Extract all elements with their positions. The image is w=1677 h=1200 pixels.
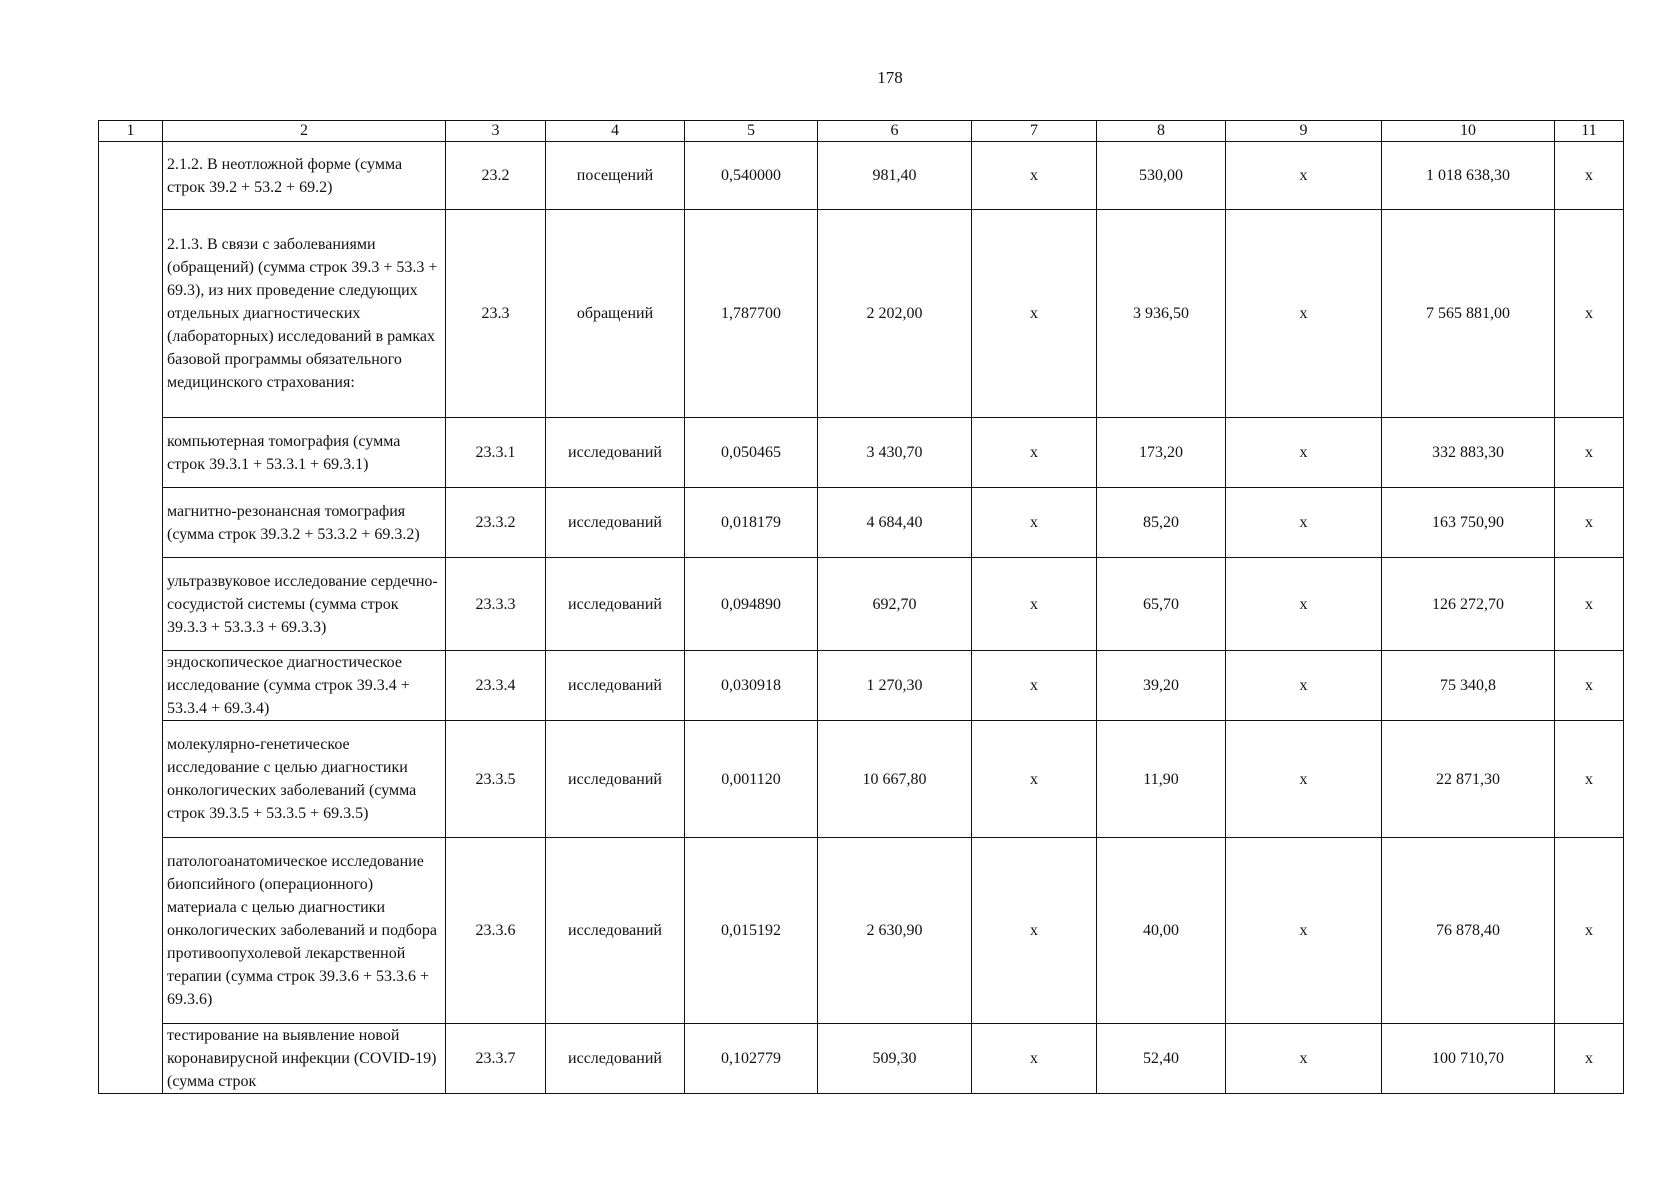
column-header: 8 [1097, 121, 1226, 142]
value-cell: 7 565 881,00 [1382, 210, 1555, 418]
mark-cell: х [1555, 838, 1624, 1024]
value-cell: 76 878,40 [1382, 838, 1555, 1024]
value-cell: 40,00 [1097, 838, 1226, 1024]
mark-cell: х [1555, 651, 1624, 721]
value-cell: 75 340,8 [1382, 651, 1555, 721]
row-code: 23.3.6 [446, 838, 546, 1024]
table-row [99, 1024, 1624, 1094]
mark-cell: х [1555, 1024, 1624, 1094]
table-row [99, 721, 1624, 838]
mark-cell: х [972, 558, 1097, 651]
column-header: 4 [546, 121, 685, 142]
value-cell: 2 202,00 [818, 210, 972, 418]
mark-cell: х [1226, 558, 1382, 651]
indicator-name: компьютерная томография (сумма строк 39.3.1 + 53.3.1 + 69.3.1) [163, 418, 446, 488]
column-header: 11 [1555, 121, 1624, 142]
value-cell: 692,70 [818, 558, 972, 651]
unit-cell: исследований [546, 418, 685, 488]
row-code: 23.3.4 [446, 651, 546, 721]
column-header: 1 [99, 121, 163, 142]
value-cell: 981,40 [818, 142, 972, 210]
value-cell: 509,30 [818, 1024, 972, 1094]
mark-cell: х [1226, 488, 1382, 558]
value-cell: 126 272,70 [1382, 558, 1555, 651]
mark-cell: х [972, 838, 1097, 1024]
value-cell: 52,40 [1097, 1024, 1226, 1094]
indicator-name: тестирование на выявление новой коронавирусной инфекции (COVID-19) (сумма строк [163, 1024, 446, 1094]
unit-cell: посещений [546, 142, 685, 210]
unit-cell: исследований [546, 721, 685, 838]
column-number-row [99, 121, 1624, 142]
row-code: 23.3.7 [446, 1024, 546, 1094]
value-cell: 11,90 [1097, 721, 1226, 838]
page-number: 178 [877, 68, 903, 87]
value-cell: 1,787700 [685, 210, 818, 418]
unit-cell: исследований [546, 1024, 685, 1094]
mark-cell: х [1226, 721, 1382, 838]
unit-cell: исследований [546, 838, 685, 1024]
row-number-cell [99, 142, 163, 1094]
value-cell: 163 750,90 [1382, 488, 1555, 558]
value-cell: 65,70 [1097, 558, 1226, 651]
indicator-name: патологоанатомическое исследование биопсийного (операционного) материала с целью диагностики онкологических заболеваний и подбора противоопухолевой лекарственной терапии (сумма строк 39.3.6 + 53.3.6 + 69.3.6) [163, 838, 446, 1024]
indicator-name: ультразвуковое исследование сердечно-сосудистой системы (сумма строк 39.3.3 + 53.3.3 + 69.3.3) [163, 558, 446, 651]
row-code: 23.3.5 [446, 721, 546, 838]
value-cell: 1 018 638,30 [1382, 142, 1555, 210]
table-row [99, 142, 1624, 210]
mark-cell: х [1555, 210, 1624, 418]
value-cell: 0,050465 [685, 418, 818, 488]
value-cell: 3 430,70 [818, 418, 972, 488]
column-header: 5 [685, 121, 818, 142]
row-code: 23.3.3 [446, 558, 546, 651]
value-cell: 0,015192 [685, 838, 818, 1024]
mark-cell: х [972, 488, 1097, 558]
value-cell: 4 684,40 [818, 488, 972, 558]
value-cell: 10 667,80 [818, 721, 972, 838]
column-header: 6 [818, 121, 972, 142]
mark-cell: х [972, 651, 1097, 721]
unit-cell: обращений [546, 210, 685, 418]
value-cell: 0,030918 [685, 651, 818, 721]
value-cell: 0,001120 [685, 721, 818, 838]
mark-cell: х [1226, 651, 1382, 721]
table-row [99, 651, 1624, 721]
value-cell: 0,018179 [685, 488, 818, 558]
mark-cell: х [1226, 210, 1382, 418]
mark-cell: х [972, 418, 1097, 488]
mark-cell: х [1555, 142, 1624, 210]
column-header: 10 [1382, 121, 1555, 142]
mark-cell: х [1226, 142, 1382, 210]
mark-cell: х [972, 210, 1097, 418]
value-cell: 3 936,50 [1097, 210, 1226, 418]
mark-cell: х [1555, 721, 1624, 838]
indicator-name: эндоскопическое диагностическое исследование (сумма строк 39.3.4 + 53.3.4 + 69.3.4) [163, 651, 446, 721]
table-row [99, 838, 1624, 1024]
value-cell: 530,00 [1097, 142, 1226, 210]
column-header: 7 [972, 121, 1097, 142]
mark-cell: х [1226, 1024, 1382, 1094]
unit-cell: исследований [546, 488, 685, 558]
value-cell: 0,094890 [685, 558, 818, 651]
row-code: 23.3 [446, 210, 546, 418]
table-row [99, 210, 1624, 418]
mark-cell: х [972, 142, 1097, 210]
row-code: 23.3.2 [446, 488, 546, 558]
mark-cell: х [1226, 418, 1382, 488]
indicator-name: 2.1.3. В связи с заболеваниями (обращений) (сумма строк 39.3 + 53.3 + 69.3), из них проведение следующих отдельных диагностических (лабораторных) исследований в рамках базовой программы обязательного медицинского страхования: [163, 210, 446, 418]
value-cell: 0,102779 [685, 1024, 818, 1094]
value-cell: 85,20 [1097, 488, 1226, 558]
mark-cell: х [1555, 558, 1624, 651]
table-row [99, 488, 1624, 558]
column-header: 2 [163, 121, 446, 142]
value-cell: 332 883,30 [1382, 418, 1555, 488]
row-code: 23.3.1 [446, 418, 546, 488]
column-header: 9 [1226, 121, 1382, 142]
unit-cell: исследований [546, 651, 685, 721]
column-header: 3 [446, 121, 546, 142]
value-cell: 1 270,30 [818, 651, 972, 721]
mark-cell: х [1555, 418, 1624, 488]
mark-cell: х [972, 1024, 1097, 1094]
table-row [99, 418, 1624, 488]
value-cell: 173,20 [1097, 418, 1226, 488]
data-table [98, 120, 1624, 1094]
indicator-name: магнитно-резонансная томография (сумма строк 39.3.2 + 53.3.2 + 69.3.2) [163, 488, 446, 558]
indicator-name: молекулярно-генетическое исследование с целью диагностики онкологических заболеваний (сумма строк 39.3.5 + 53.3.5 + 69.3.5) [163, 721, 446, 838]
table-row [99, 558, 1624, 651]
value-cell: 100 710,70 [1382, 1024, 1555, 1094]
row-code: 23.2 [446, 142, 546, 210]
mark-cell: х [972, 721, 1097, 838]
value-cell: 2 630,90 [818, 838, 972, 1024]
mark-cell: х [1555, 488, 1624, 558]
indicator-name: 2.1.2. В неотложной форме (сумма строк 39.2 + 53.2 + 69.2) [163, 142, 446, 210]
value-cell: 0,540000 [685, 142, 818, 210]
value-cell: 22 871,30 [1382, 721, 1555, 838]
mark-cell: х [1226, 838, 1382, 1024]
unit-cell: исследований [546, 558, 685, 651]
value-cell: 39,20 [1097, 651, 1226, 721]
